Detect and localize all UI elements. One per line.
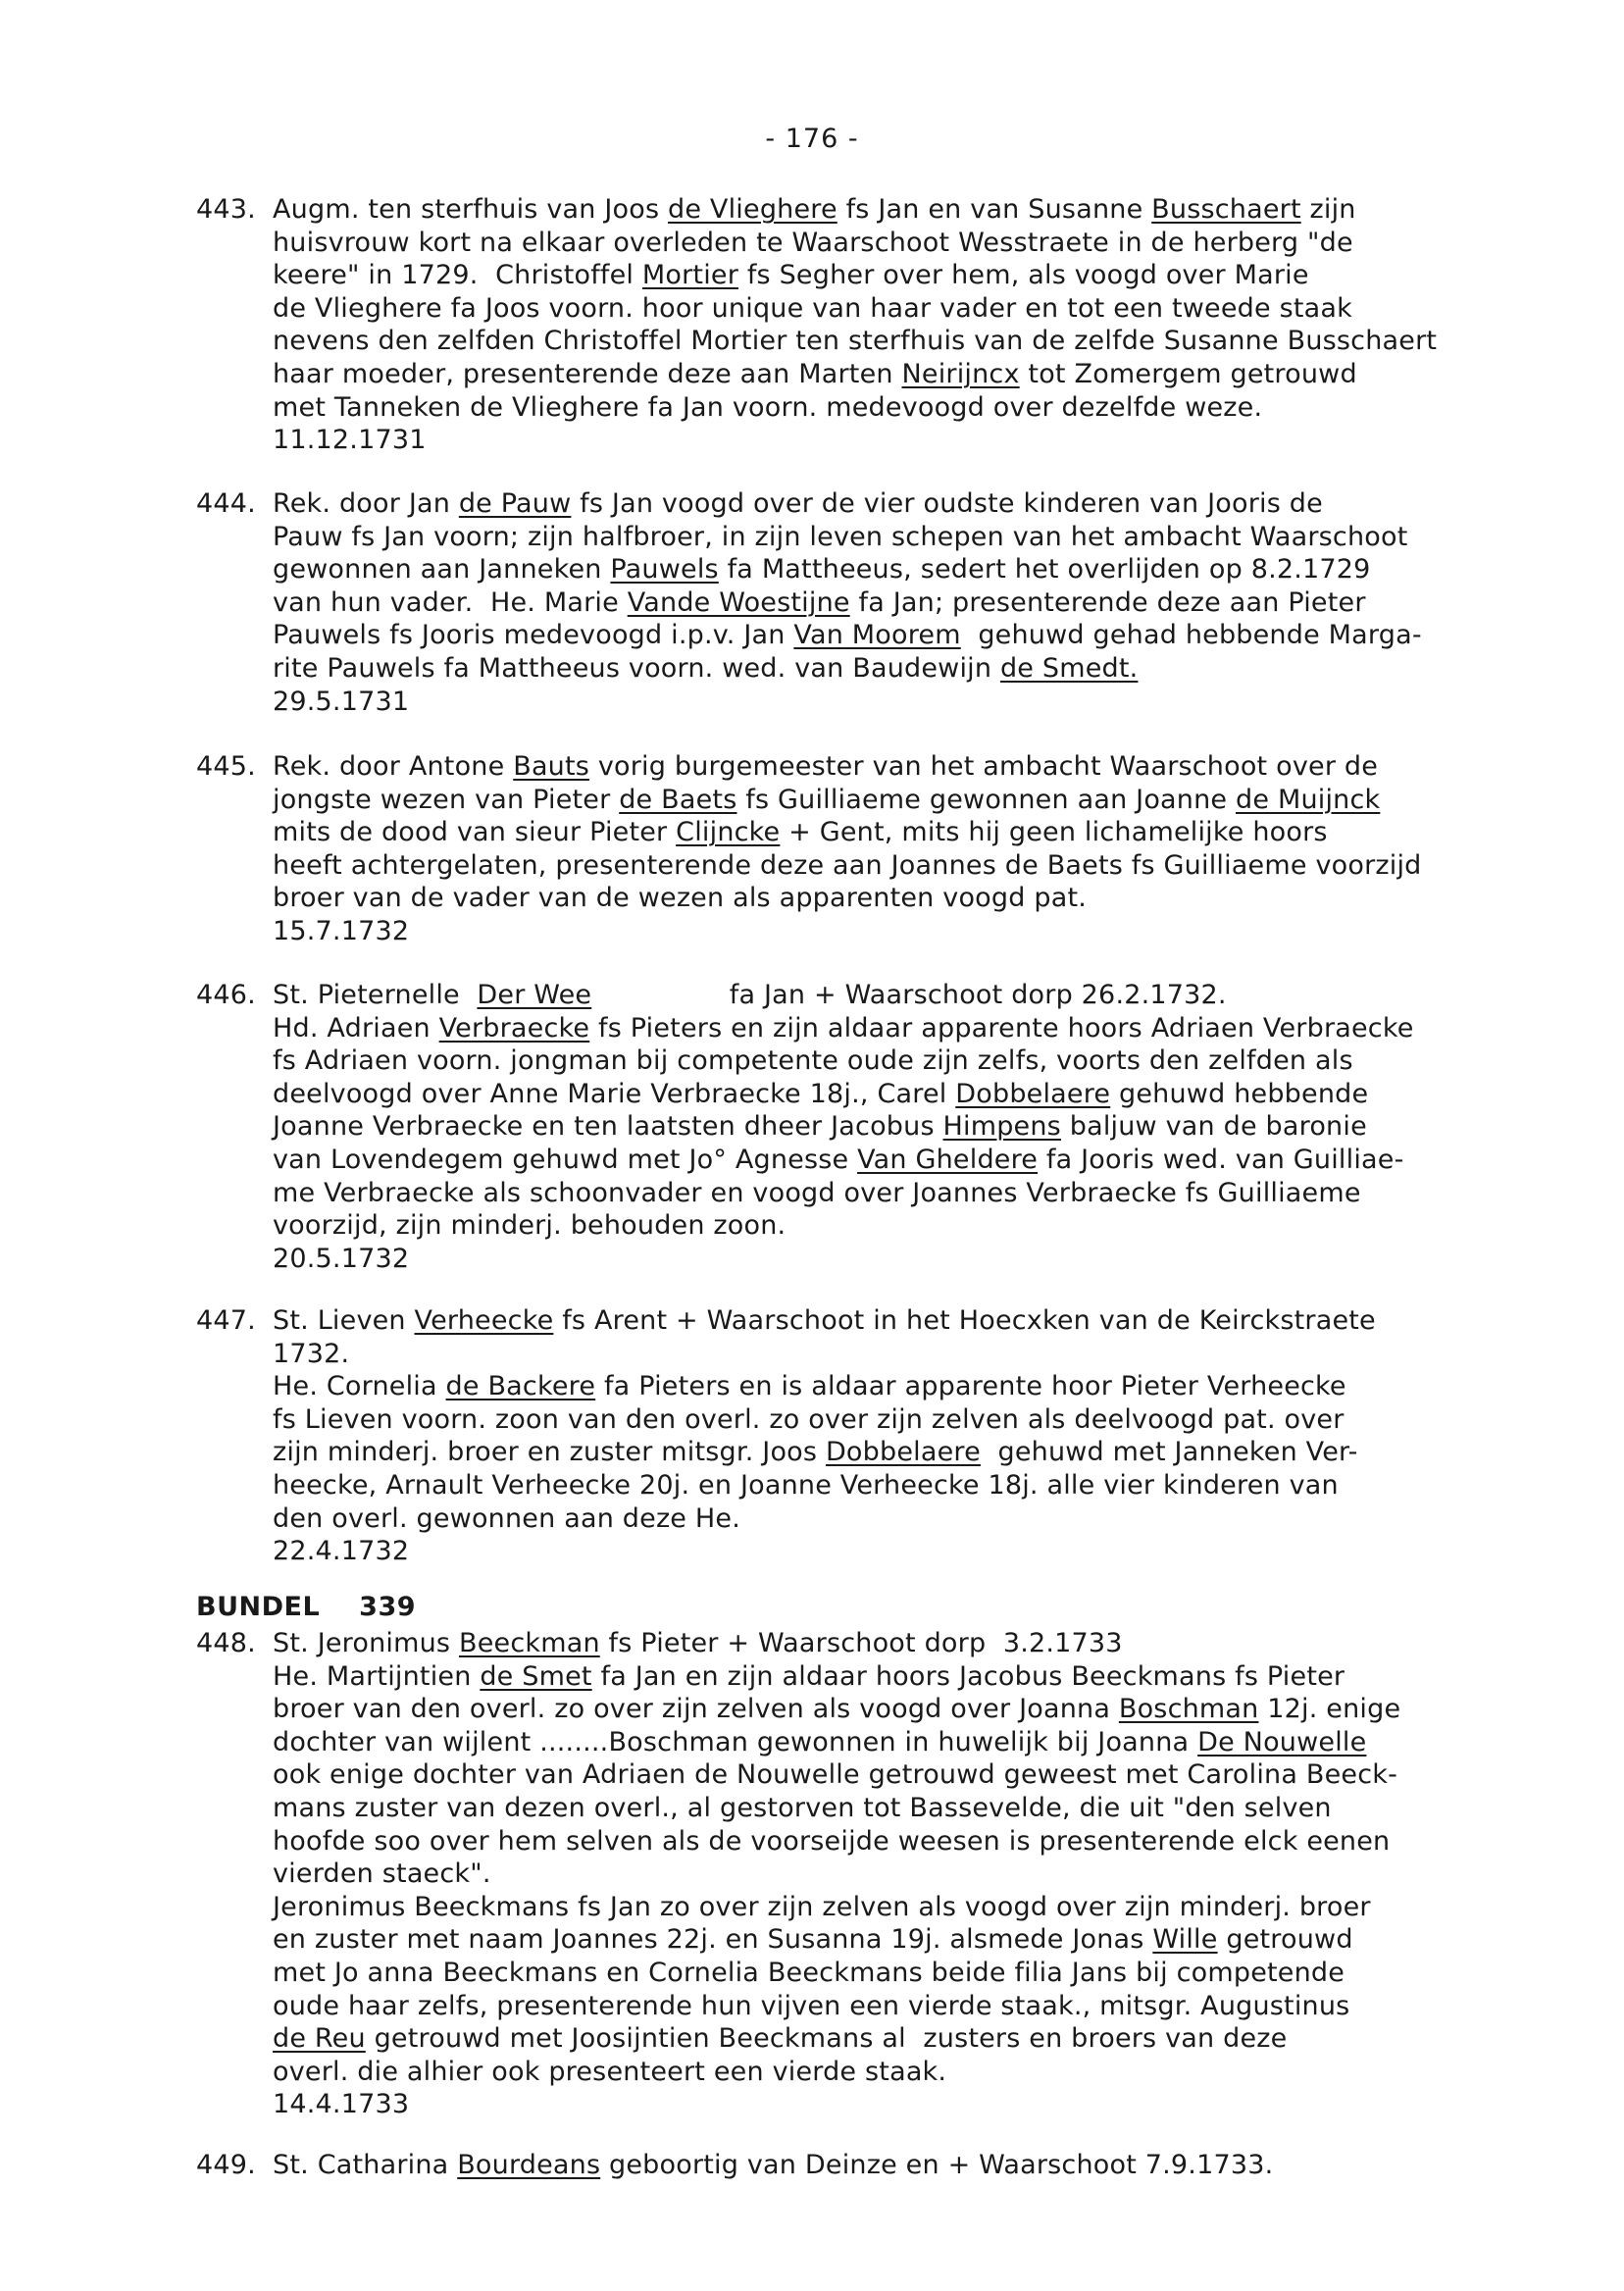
entry-444 bbox=[196, 487, 1579, 718]
text-segment: broer van den overl. zo over zijn zelven als voogd over Joanna bbox=[273, 1694, 1119, 1725]
text-line bbox=[273, 686, 1579, 719]
text-line bbox=[273, 1243, 1579, 1276]
entry-number: 447. bbox=[196, 1305, 256, 1336]
bundel-number: 339 bbox=[359, 1592, 417, 1622]
text-line bbox=[273, 1627, 1579, 1660]
text-segment: baljuw van de baronie bbox=[1060, 1111, 1367, 1143]
text-line bbox=[273, 1403, 1579, 1437]
entry-number: 446. bbox=[196, 980, 256, 1010]
text-line bbox=[273, 325, 1579, 358]
entry-449 bbox=[196, 2149, 1579, 2182]
text-line bbox=[273, 487, 1579, 521]
underlined-name: de Vlieghere bbox=[668, 194, 837, 225]
text-segment: vorig burgemeester van het ambacht Waarschoot over de bbox=[589, 751, 1379, 782]
underlined-name: de Pauw bbox=[458, 488, 572, 519]
text-segment: geboortig van Deinze en + Waarschoot 7.9.1733. bbox=[600, 2150, 1274, 2180]
text-segment: getrouwd bbox=[1217, 1924, 1353, 1956]
text-segment: Rek. door Jan bbox=[273, 488, 459, 519]
text-segment: mits de dood van sieur Pieter bbox=[273, 817, 677, 848]
entry-number: 445. bbox=[196, 751, 256, 782]
text-line bbox=[273, 619, 1579, 652]
text-segment: met Tanneken de Vlieghere fa Jan voorn. medevoogd over dezelfde weze. bbox=[273, 391, 1263, 423]
text-line bbox=[273, 292, 1579, 326]
text-segment: fs Lieven voorn. zoon van den overl. zo over zijn zelven als deelvoogd pat. over bbox=[273, 1403, 1345, 1435]
entry-443 bbox=[196, 193, 1579, 457]
underlined-name: Van Gheldere bbox=[857, 1144, 1039, 1175]
text-line bbox=[273, 391, 1579, 425]
text-segment: deelvoogd over Anne Marie Verbraecke 18j., Carel bbox=[273, 1078, 956, 1109]
text-line bbox=[273, 2022, 1579, 2056]
text-segment: fa Jooris wed. van Guilliae- bbox=[1038, 1144, 1404, 1175]
underlined-name: de Backere bbox=[445, 1371, 596, 1402]
text-segment: fs Jan en van Susanne bbox=[837, 194, 1152, 225]
text-segment: 29.5.1731 bbox=[273, 686, 410, 717]
underlined-name: de Smedt. bbox=[999, 652, 1139, 684]
text-line bbox=[273, 2149, 1579, 2182]
text-segment: fa Mattheeus, sedert het overlijden op 8.2.1729 bbox=[718, 554, 1371, 585]
text-segment: fs Pieter + Waarschoot dorp 3.2.1733 bbox=[599, 1628, 1123, 1658]
underlined-name: Neirijncx bbox=[901, 358, 1020, 389]
text-line bbox=[273, 227, 1579, 260]
text-segment: ook enige dochter van Adriaen de Nouwelle getrouwd geweest met Carolina Beeck- bbox=[273, 1759, 1398, 1791]
text-line bbox=[273, 1044, 1579, 1078]
text-segment: huisvrouw kort na elkaar overleden te Waarschoot Wesstraete in de herberg "de bbox=[273, 227, 1353, 258]
text-segment: gehuwd hebbende bbox=[1110, 1078, 1369, 1109]
text-segment: fa Jan en zijn aldaar hoors Jacobus Beeckmans fs Pieter bbox=[591, 1660, 1345, 1692]
page-number: - 176 - bbox=[765, 124, 859, 154]
text-segment: fa Pieters en is aldaar apparente hoor Pieter Verheecke bbox=[595, 1371, 1346, 1402]
text-line bbox=[273, 1469, 1579, 1502]
text-segment: 14.4.1733 bbox=[273, 2089, 410, 2120]
entry-number: 449. bbox=[196, 2150, 256, 2180]
text-line bbox=[273, 358, 1579, 391]
bundel-heading bbox=[196, 1592, 455, 1622]
text-line bbox=[273, 1436, 1579, 1469]
text-line bbox=[273, 1110, 1579, 1144]
underlined-name: de Baets bbox=[619, 784, 737, 815]
text-segment: rite Pauwels fa Mattheeus voorn. wed. van Baudewijn bbox=[273, 652, 1000, 684]
text-line bbox=[273, 259, 1579, 292]
text-line bbox=[273, 1144, 1579, 1177]
underlined-name: Dobbelaere bbox=[955, 1078, 1111, 1109]
underlined-name: Pauwels bbox=[610, 554, 719, 585]
text-segment: oude haar zelfs, presenterende hun vijven een vierde staak., mitsgr. Augustinus bbox=[273, 1990, 1350, 2021]
text-line bbox=[273, 750, 1579, 784]
entry-text bbox=[273, 2149, 1579, 2182]
text-segment: Jeronimus Beeckmans fs Jan zo over zijn zelven als voogd over zijn minderj. broer bbox=[273, 1891, 1371, 1922]
text-segment: den overl. gewonnen aan deze He. bbox=[273, 1502, 741, 1534]
text-line bbox=[273, 1209, 1579, 1243]
text-segment: fs Segher over hem, als voogd over Marie bbox=[738, 260, 1309, 291]
underlined-name: Bauts bbox=[513, 751, 590, 782]
text-segment: mans zuster van dezen overl., al gestorven tot Bassevelde, die uit "den selven bbox=[273, 1792, 1332, 1823]
underlined-name: Clijncke bbox=[676, 817, 781, 848]
text-line bbox=[273, 193, 1579, 227]
underlined-name: Busschaert bbox=[1151, 194, 1301, 225]
text-segment: de Vlieghere fa Joos voorn. hoor unique van haar vader en tot een tweede staak bbox=[273, 292, 1352, 324]
entry-number: 443. bbox=[196, 194, 256, 225]
text-line bbox=[273, 1012, 1579, 1045]
underlined-name: Mortier bbox=[641, 260, 739, 291]
entry-446 bbox=[196, 979, 1579, 1275]
text-segment: zijn bbox=[1300, 194, 1356, 225]
text-segment: fa Jan; presenterende deze aan Pieter bbox=[849, 586, 1366, 618]
entry-number: 444. bbox=[196, 488, 256, 519]
text-segment: fs Adriaen voorn. jongman bij competente oude zijn zelfs, voorts den zelfden als bbox=[273, 1045, 1353, 1077]
text-segment: fa Jan + Waarschoot dorp 26.2.1732. bbox=[591, 980, 1227, 1010]
text-segment: voorzijd, zijn minderj. behouden zoon. bbox=[273, 1210, 787, 1242]
underlined-name: Himpens bbox=[942, 1111, 1061, 1143]
text-segment: 1732. bbox=[273, 1338, 350, 1369]
text-line bbox=[273, 652, 1579, 686]
text-segment: overl. die alhier ook presenteert een vierde staak. bbox=[273, 2056, 947, 2087]
text-segment: hoofde soo over hem selven als de voorseijde weesen is presenterende elck eenen bbox=[273, 1825, 1391, 1857]
text-line bbox=[273, 1990, 1579, 2023]
text-segment: Hd. Adriaen bbox=[273, 1012, 439, 1044]
text-segment: + Gent, mits hij geen lichamelijke hoors bbox=[780, 817, 1328, 848]
text-segment: fs Guilliaeme gewonnen aan Joanne bbox=[736, 784, 1237, 815]
text-segment: me Verbraecke als schoonvader en voogd over Joannes Verbraecke fs Guilliaeme bbox=[273, 1177, 1361, 1208]
text-line bbox=[273, 1177, 1579, 1210]
text-segment: St. Lieven bbox=[273, 1305, 415, 1336]
underlined-name: Van Moorem bbox=[793, 620, 961, 651]
text-segment: van hun vader. He. Marie bbox=[273, 586, 628, 618]
entry-445 bbox=[196, 750, 1579, 948]
text-line bbox=[273, 1660, 1579, 1694]
entry-text bbox=[273, 487, 1579, 718]
text-segment: 22.4.1732 bbox=[273, 1536, 410, 1567]
underlined-name: Verbraecke bbox=[438, 1012, 590, 1044]
text-segment: Rek. door Antone bbox=[273, 751, 514, 782]
text-segment: He. Cornelia bbox=[273, 1371, 446, 1402]
text-segment: fs Pieters en zijn aldaar apparente hoors Adriaen Verbraecke bbox=[589, 1012, 1414, 1044]
text-segment: dochter van wijlent ........Boschman gewonnen in huwelijk bij Joanna bbox=[273, 1726, 1198, 1757]
text-line bbox=[273, 1891, 1579, 1924]
underlined-name: Dobbelaere bbox=[825, 1437, 981, 1468]
text-line bbox=[273, 424, 1579, 457]
text-segment: gewonnen aan Janneken bbox=[273, 554, 611, 585]
entry-text bbox=[273, 979, 1579, 1275]
text-segment: St. Catharina bbox=[273, 2150, 458, 2180]
text-segment: Pauwels fs Jooris medevoogd i.p.v. Jan bbox=[273, 620, 794, 651]
underlined-name: De Nouwelle bbox=[1197, 1726, 1367, 1757]
text-line bbox=[273, 586, 1579, 620]
text-segment: gehuwd gehad hebbende Marga- bbox=[960, 620, 1422, 651]
underlined-name: Bourdeans bbox=[457, 2150, 601, 2180]
text-line bbox=[273, 1792, 1579, 1825]
text-segment: fs Arent + Waarschoot in het Hoecxken van de Keirckstraete bbox=[553, 1305, 1376, 1336]
text-segment: van Lovendegem gehuwd met Jo° Agnesse bbox=[273, 1144, 858, 1175]
text-line bbox=[273, 1693, 1579, 1726]
text-line bbox=[273, 1726, 1579, 1759]
text-segment: vierden staeck". bbox=[273, 1858, 491, 1890]
entry-text bbox=[273, 1627, 1579, 2121]
text-line bbox=[273, 2088, 1579, 2121]
text-line bbox=[273, 1957, 1579, 1990]
underlined-name: Beeckman bbox=[458, 1628, 600, 1658]
text-segment: nevens den zelfden Christoffel Mortier ten sterfhuis van de zelfde Susanne Busschaert bbox=[273, 326, 1438, 357]
text-segment: met Jo anna Beeckmans en Cornelia Beeckmans beide filia Jans bij competende bbox=[273, 1957, 1345, 1988]
text-segment: en zuster met naam Joannes 22j. en Susanna 19j. alsmede Jonas bbox=[273, 1924, 1153, 1956]
text-segment: 11.12.1731 bbox=[273, 425, 427, 456]
text-line bbox=[273, 915, 1579, 948]
text-line bbox=[273, 1923, 1579, 1957]
entry-number: 448. bbox=[196, 1628, 256, 1658]
underlined-name: de Muijnck bbox=[1236, 784, 1381, 815]
text-line bbox=[273, 849, 1579, 883]
text-segment: heeft achtergelaten, presenterende deze aan Joannes de Baets fs Guilliaeme voorzijd bbox=[273, 849, 1422, 881]
text-line bbox=[273, 1338, 1579, 1371]
text-segment: 15.7.1732 bbox=[273, 915, 410, 946]
entry-text bbox=[273, 750, 1579, 948]
text-line bbox=[273, 1535, 1579, 1568]
text-segment: zijn minderj. broer en zuster mitsgr. Joos bbox=[273, 1437, 826, 1468]
text-segment: broer van de vader van de wezen als apparenten voogd pat. bbox=[273, 883, 1088, 914]
text-line bbox=[273, 1825, 1579, 1858]
text-line bbox=[273, 1758, 1579, 1792]
text-segment: St. Pieternelle bbox=[273, 980, 478, 1010]
text-line bbox=[273, 1304, 1579, 1338]
text-line bbox=[273, 882, 1579, 915]
underlined-name: Der Wee bbox=[477, 980, 592, 1010]
text-line bbox=[273, 1370, 1579, 1403]
underlined-name: Boschman bbox=[1118, 1694, 1259, 1725]
text-line bbox=[273, 553, 1579, 586]
text-segment: keere" in 1729. Christoffel bbox=[273, 260, 642, 291]
text-line bbox=[273, 784, 1579, 817]
text-segment: Pauw fs Jan voorn; zijn halfbroer, in zijn leven schepen van het ambacht Waarschoot bbox=[273, 521, 1408, 552]
underlined-name: de Reu bbox=[273, 2023, 366, 2055]
text-segment: 12j. enige bbox=[1258, 1694, 1401, 1725]
text-line bbox=[273, 1858, 1579, 1891]
text-segment: fs Jan voogd over de vier oudste kinderen van Jooris de bbox=[571, 488, 1323, 519]
text-segment: Joanne Verbraecke en ten laatsten dheer Jacobus bbox=[273, 1111, 943, 1143]
text-segment: He. Martijntien bbox=[273, 1660, 481, 1692]
text-segment: tot Zomergem getrouwd bbox=[1019, 358, 1357, 389]
text-line bbox=[273, 816, 1579, 849]
bundel-label: BUNDEL bbox=[196, 1592, 321, 1622]
entry-447 bbox=[196, 1304, 1579, 1568]
text-line bbox=[273, 979, 1579, 1012]
entry-text bbox=[273, 1304, 1579, 1568]
text-segment: St. Jeronimus bbox=[273, 1628, 459, 1658]
underlined-name: de Smet bbox=[480, 1660, 592, 1692]
text-line bbox=[273, 1078, 1579, 1111]
underlined-name: Wille bbox=[1152, 1924, 1218, 1956]
text-segment: Augm. ten sterfhuis van Joos bbox=[273, 194, 668, 225]
text-line bbox=[273, 2056, 1579, 2089]
text-segment: jongste wezen van Pieter bbox=[273, 784, 620, 815]
entry-text bbox=[273, 193, 1579, 457]
text-line bbox=[273, 521, 1579, 554]
underlined-name: Verheecke bbox=[414, 1305, 554, 1336]
text-segment: gehuwd met Janneken Ver- bbox=[980, 1437, 1358, 1468]
text-segment: 20.5.1732 bbox=[273, 1243, 410, 1274]
text-line bbox=[273, 1502, 1579, 1536]
underlined-name: Vande Woestijne bbox=[627, 586, 850, 618]
text-segment: haar moeder, presenterende deze aan Marten bbox=[273, 358, 902, 389]
text-segment: getrouwd met Joosijntien Beeckmans al zusters en broers van deze bbox=[365, 2023, 1288, 2055]
text-segment: heecke, Arnault Verheecke 20j. en Joanne Verheecke 18j. alle vier kinderen van bbox=[273, 1469, 1339, 1501]
entry-448 bbox=[196, 1627, 1579, 2121]
